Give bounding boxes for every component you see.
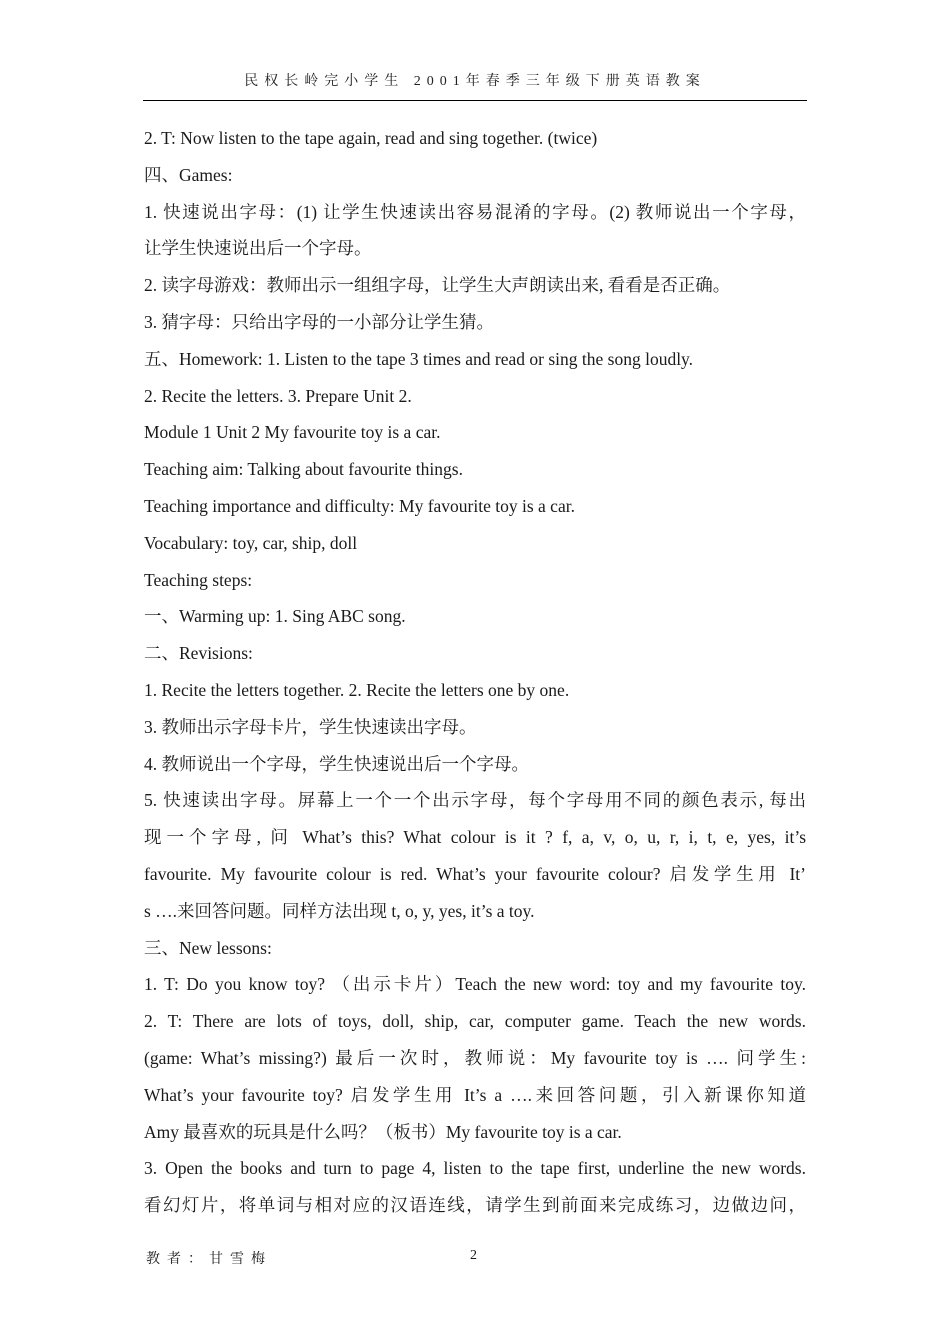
header-divider	[143, 100, 807, 101]
text-line: 4. 教师说出一个字母，学生快速说出后一个字母。	[144, 753, 529, 774]
text-line: (game: What’s missing?) 最后一次时，教师说：My favourite toy is …. 问学生:	[144, 1047, 806, 1068]
text-line: 2. T: Now listen to the tape again, read and sing together. (twice)	[144, 128, 598, 148]
text-line: s ….来回答问题。同样方法出现 t, o, y, yes, it’s a toy.	[144, 900, 535, 921]
lesson-plan-body	[144, 120, 806, 1224]
page-number: 2	[470, 1248, 477, 1263]
text-line: 让学生快速说出后一个字母。	[144, 238, 372, 259]
page-header: 民权长岭完小学生 2001年春季三年级下册英语教案	[244, 74, 706, 89]
teaching-steps-heading: Teaching steps:	[144, 569, 253, 590]
text-line: 现一个字母, 问 What’s this? What colour is it ? f, a, v, o, u, r, i, t, e, yes, it’s	[144, 827, 806, 848]
text-line: What’s your favourite toy? 启发学生用 It’s a ….来回答问题，引入新课你知道	[144, 1084, 806, 1105]
text-line: 2. T: There are lots of toys, doll, ship, car, computer game. Teach the new words.	[144, 1011, 806, 1032]
text-line: 2. Recite the letters. 3. Prepare Unit 2.	[144, 385, 412, 406]
text-line: Amy 最喜欢的玩具是什么吗？（板书）My favourite toy is a car.	[144, 1121, 622, 1142]
section-heading-new-lessons: 三、New lessons:	[144, 937, 272, 958]
footer-teacher: 教者：甘雪梅	[146, 1252, 272, 1267]
text-line: 3. 猜字母：只给出字母的一小部分让学生猜。	[144, 311, 494, 332]
vocabulary: Vocabulary: toy, car, ship, doll	[144, 532, 358, 553]
text-line: 1. T: Do you know toy? （出示卡片）Teach the new word: toy and my favourite toy.	[144, 974, 806, 995]
text-line: 1. Recite the letters together. 2. Recite the letters one by one.	[144, 679, 570, 700]
text-line: 2. 读字母游戏：教师出示一组组字母，让学生大声朗读出来, 看看是否正确。	[144, 275, 731, 296]
teaching-aim: Teaching aim: Talking about favourite things.	[144, 459, 463, 480]
teaching-importance: Teaching importance and difficulty: My favourite toy is a car.	[144, 495, 575, 516]
text-line: 5. 快速读出字母。屏幕上一个一个出示字母，每个字母用不同的颜色表示, 每出	[144, 790, 806, 811]
section-heading-revisions: 二、Revisions:	[144, 643, 253, 664]
section-heading-warming-up: 一、Warming up: 1. Sing ABC song.	[144, 606, 406, 627]
text-line: favourite. My favourite colour is red. What’s your favourite colour? 启发学生用 It’	[144, 863, 806, 884]
section-heading-games: 四、Games:	[144, 164, 233, 185]
unit-title: Module 1 Unit 2 My favourite toy is a car.	[144, 422, 441, 443]
text-line: 1. 快速说出字母：(1) 让学生快速读出容易混淆的字母。(2) 教师说出一个字母，	[144, 201, 806, 222]
text-line: 3. Open the books and turn to page 4, listen to the tape first, underline the new words.	[144, 1158, 806, 1179]
text-line: 3. 教师出示字母卡片，学生快速读出字母。	[144, 716, 477, 737]
text-line: 看幻灯片，将单词与相对应的汉语连线，请学生到前面来完成练习，边做边问，	[144, 1195, 806, 1216]
section-heading-homework: 五、Homework: 1. Listen to the tape 3 times and read or sing the song loudly.	[144, 348, 694, 369]
